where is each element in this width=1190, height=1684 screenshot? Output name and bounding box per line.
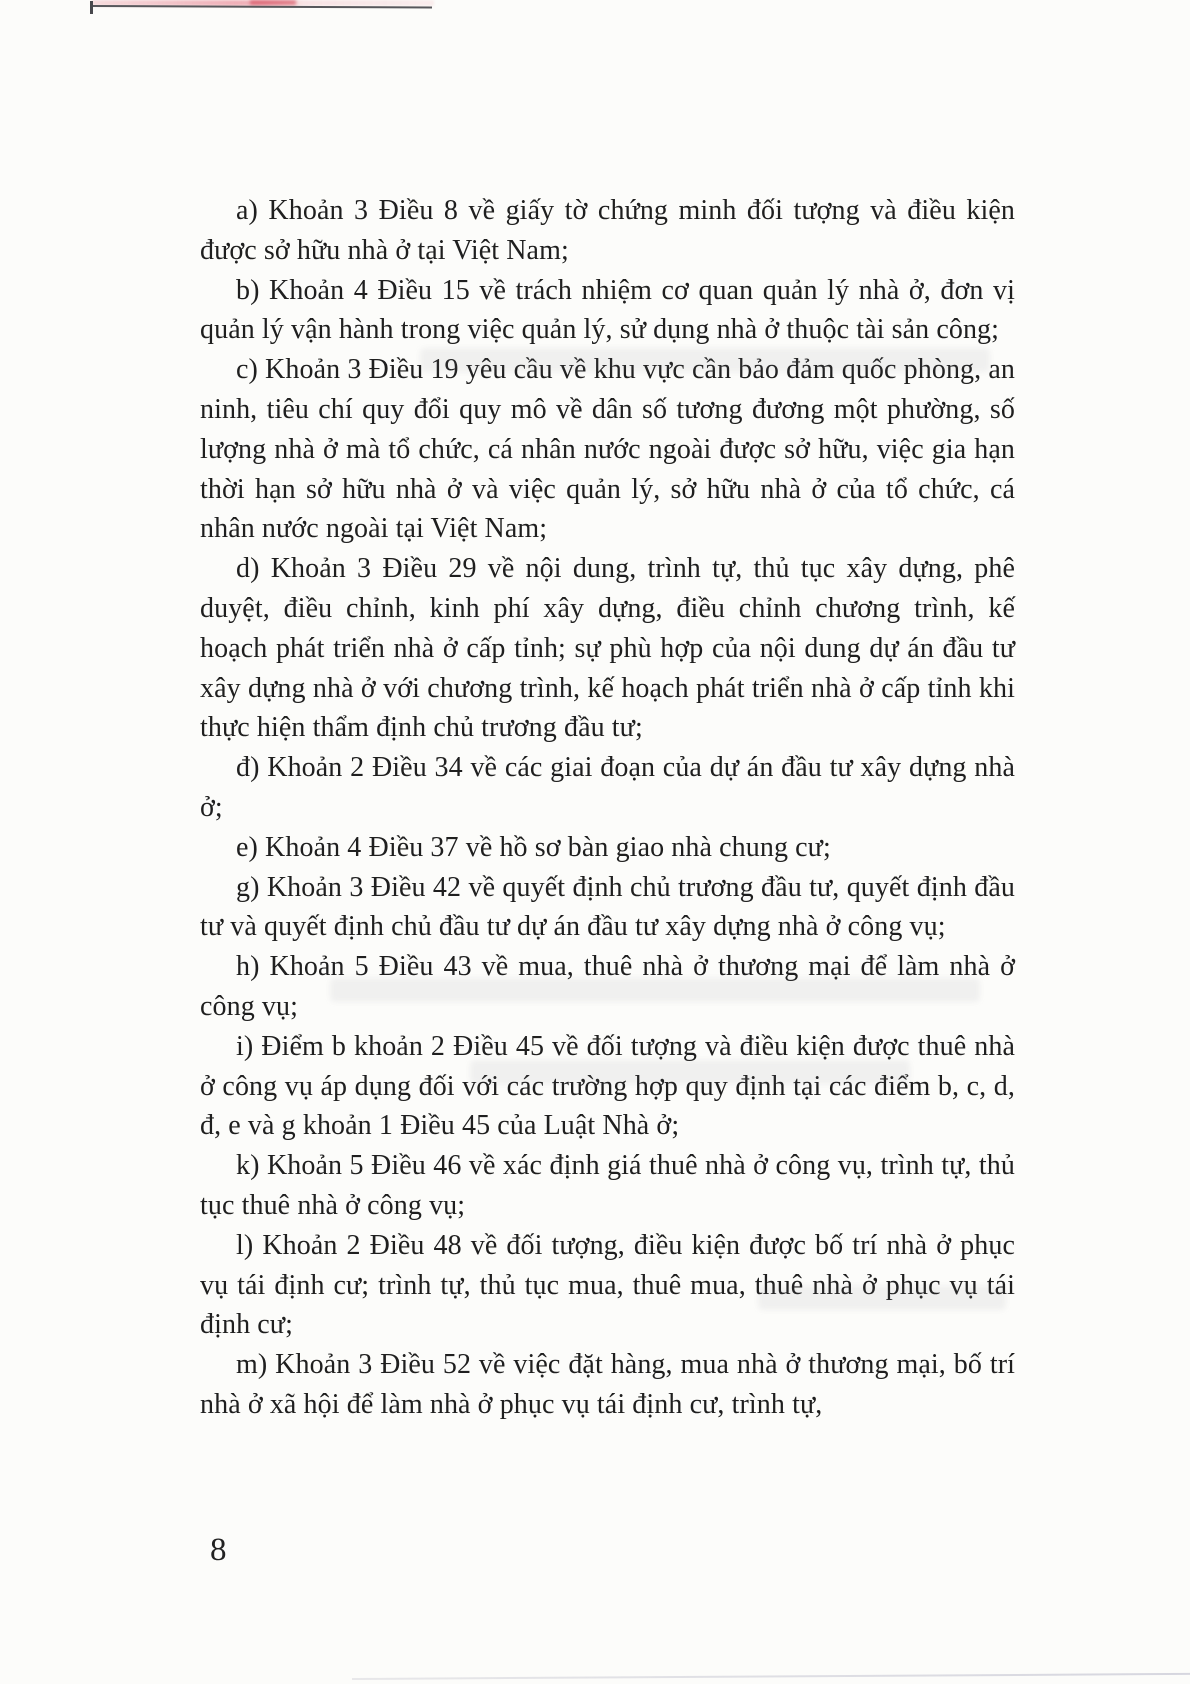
paragraph-e: e) Khoản 4 Điều 37 về hồ sơ bàn giao nhà chung cư; <box>236 831 831 863</box>
paragraph-h: h) Khoản 5 Điều 43 về mua, thuê nhà ở thương mại để làm nhà ở công vụ; <box>200 951 1015 1022</box>
paragraph-b: b) Khoản 4 Điều 15 về trách nhiệm cơ quan quản lý nhà ở, đơn vị quản lý vận hành trong việc quản lý, sử dụng nhà ở thuộc tài sản công; <box>200 274 1015 346</box>
paragraph-d: d) Khoản 3 Điều 29 về nội dung, trình tự, thủ tục xây dựng, phê duyệt, điều chỉnh, kinh phí xây dựng, điều chỉnh chương trình, kế hoạch phát triển nhà ở cấp tỉnh; sự phù hợp của nội dung dự án đầu tư xây dựng nhà ở với chương trình, kế hoạch phát triển nhà ở cấp tỉnh khi thực hiện thẩm định chủ trương đầu tư; <box>200 553 1015 744</box>
paragraph-k: k) Khoản 5 Điều 46 về xác định giá thuê nhà ở công vụ, trình tự, thủ tục thuê nhà ở công vụ; <box>200 1150 1015 1221</box>
bleed-through-smudge <box>758 1286 1006 1310</box>
bleed-through-smudge <box>330 978 980 1002</box>
paragraph-a: a) Khoản 3 Điều 8 về giấy tờ chứng minh đối tượng và điều kiện được sở hữu nhà ở tại Việt Nam; <box>200 195 1015 266</box>
page-bottom-edge-artifact <box>352 1673 1190 1680</box>
top-edge-left-tick <box>90 1 93 14</box>
body-text-block <box>200 191 1015 1425</box>
paragraph-c: c) Khoản 3 Điều 19 yêu cầu về khu vực cần bảo đảm quốc phòng, an ninh, tiêu chí quy đổi quy mô về dân số tương đương một phường, số lượng nhà ở mà tổ chức, cá nhân nước ngoài được sở hữu, việc gia hạn thời hạn sở hữu nhà ở và việc quản lý, sở hữu nhà ở của tổ chức, cá nhân nước ngoài tại Việt Nam; <box>200 354 1015 545</box>
bleed-through-smudge <box>470 1060 910 1084</box>
paragraph-dd: đ) Khoản 2 Điều 34 về các giai đoạn của dự án đầu tư xây dựng nhà ở; <box>200 752 1015 823</box>
page-number: 8 <box>210 1532 227 1568</box>
paragraph-l: l) Khoản 2 Điều 48 về đối tượng, điều kiện được bố trí nhà ở phục vụ tái định cư; trình tự, thủ tục mua, thuê mua, thuê nhà ở phục vụ tái định cư; <box>200 1229 1015 1341</box>
top-edge-pink-blob <box>250 0 296 5</box>
bleed-through-smudge <box>420 348 990 372</box>
top-edge-dark-line <box>93 5 432 8</box>
paragraph-i: i) Điểm b khoản 2 Điều 45 về đối tượng và điều kiện được thuê nhà ở công vụ áp dụng đối với các trường hợp quy định tại các điểm b, c, d, đ, e và g khoản 1 Điều 45 của Luật Nhà ở; <box>200 1030 1015 1142</box>
paragraph-g: g) Khoản 3 Điều 42 về quyết định chủ trương đầu tư, quyết định đầu tư và quyết định chủ đầu tư dự án đầu tư xây dựng nhà ở công vụ; <box>200 871 1015 943</box>
page-top-edge-artifact <box>90 0 440 16</box>
paragraph-m: m) Khoản 3 Điều 52 về việc đặt hàng, mua nhà ở thương mại, bố trí nhà ở xã hội để làm nhà ở phục vụ tái định cư, trình tự, <box>200 1349 1015 1420</box>
